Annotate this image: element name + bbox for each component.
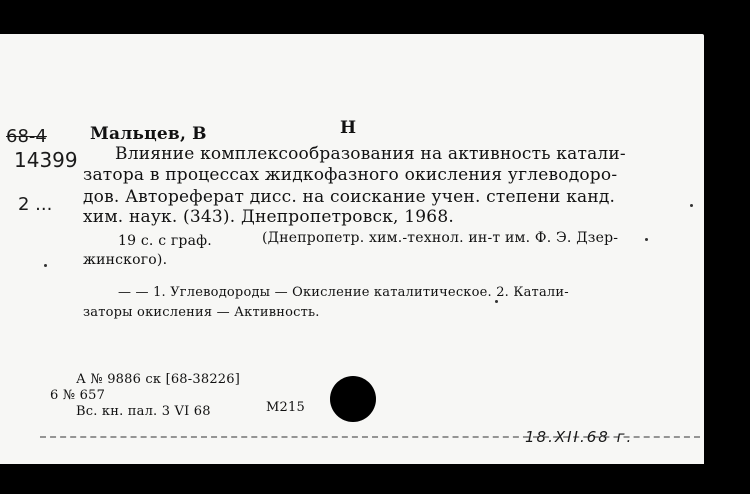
ink-speck: [44, 264, 47, 267]
author-heading: Мальцев, В: [90, 124, 207, 144]
catalog-card: [0, 34, 704, 464]
ink-speck: [690, 204, 693, 207]
punch-hole: [330, 376, 376, 422]
ink-speck: [645, 238, 648, 241]
title-line-1: Влияние комплексообразования на активность катали-: [115, 144, 626, 164]
title-line-3: дов. Автореферат дисс. на соискание учен. степени канд.: [83, 187, 616, 207]
accession-number-handwritten: 14399: [14, 148, 78, 172]
collation-pages: 19 с. с граф.: [118, 233, 212, 249]
accession-line-3: Вс. кн. пал. 3 VI 68: [76, 404, 211, 419]
accession-line-2: 6 № 657: [50, 388, 106, 403]
accession-line-1: А № 9886 ск [68-38226]: [76, 372, 240, 387]
bottom-handwriting: 18.XII.68 г.: [525, 428, 634, 446]
subjects-line-1: — — 1. Углеводороды — Окисление каталитическое. 2. Катали-: [118, 285, 569, 300]
ink-speck: [495, 300, 498, 303]
collation-institution-cont: жинского).: [83, 252, 168, 268]
card-letter: Н: [340, 118, 357, 138]
shelf-mark-handwritten: 68-4: [6, 126, 47, 147]
collation-institution: (Днепропетр. хим.-технол. ин-т им. Ф. Э. Дзер-: [262, 230, 619, 246]
accession-code: М215: [266, 400, 305, 415]
title-line-2: затора в процессах жидкофазного окисления углеводоро-: [83, 165, 618, 185]
handwritten-note: 2 ...: [18, 194, 53, 215]
subjects-line-2: заторы окисления — Активность.: [83, 305, 320, 320]
title-line-4: хим. наук. (343). Днепропетровск, 1968.: [83, 207, 454, 227]
